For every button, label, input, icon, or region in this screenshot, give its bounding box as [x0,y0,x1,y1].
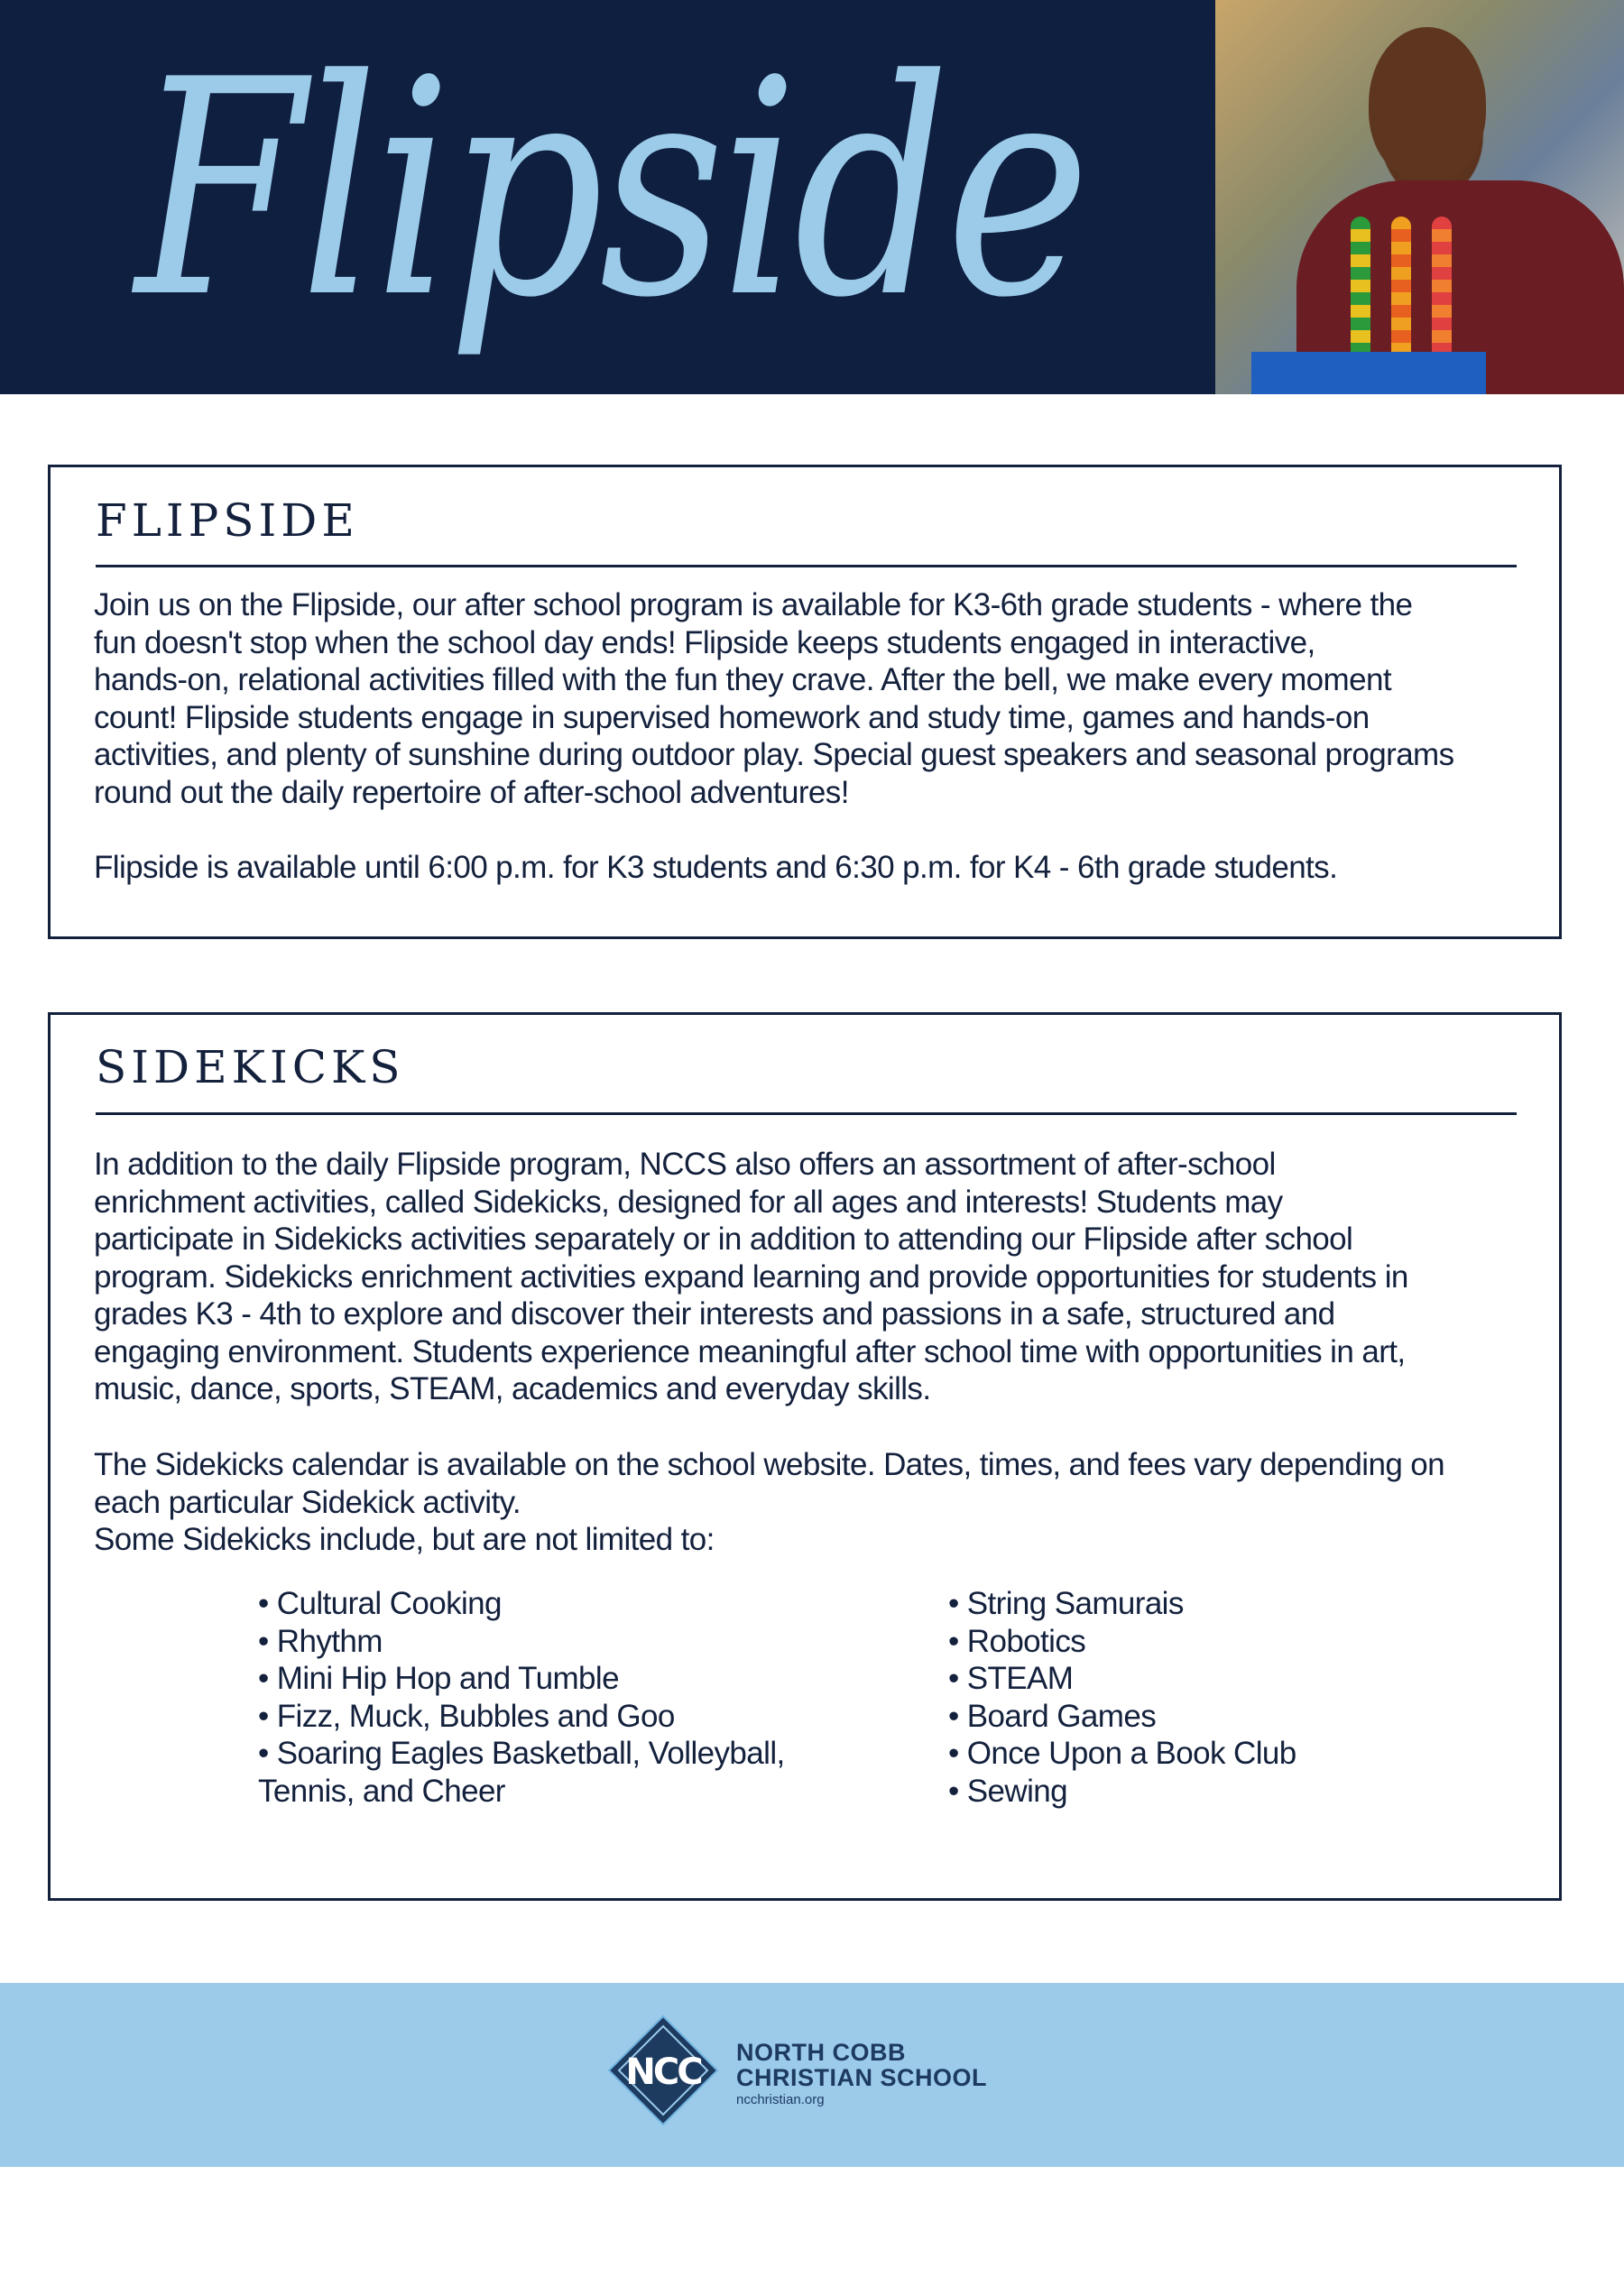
text-line: music, dance, sports, STEAM, academics and everyday skills. [94,1371,931,1406]
heading-rule [96,1112,1517,1115]
heading-rule [96,565,1517,567]
school-name [736,2040,987,2110]
flipside-hours [94,849,1337,887]
list-item: • Robotics [948,1623,1086,1659]
photo-beads [1351,217,1370,370]
text-line: round out the daily repertoire of after-school adventures! [94,774,849,810]
text-line: enrichment activities, called Sidekicks, designed for all ages and interests! Students may [94,1184,1283,1220]
sidekicks-list-intro [94,1521,715,1559]
sidekicks-list-left [258,1585,785,1810]
hero-title: Flipside [135,16,1086,363]
list-item: • Mini Hip Hop and Tumble [258,1661,619,1696]
list-item: • Rhythm [258,1623,383,1659]
svg-text:NCC: NCC [625,2051,701,2093]
section-heading: FLIPSIDE [96,494,359,547]
flipside-section [48,465,1562,939]
list-item: • STEAM [948,1661,1074,1696]
list-item: • Once Upon a Book Club [948,1736,1296,1771]
list-item: • Fizz, Muck, Bubbles and Goo [258,1698,675,1734]
sidekicks-calendar-note [94,1446,1444,1521]
footer [0,1983,1624,2167]
school-name-line1: NORTH COBB [736,2039,906,2066]
photo-beads [1432,217,1452,370]
sidekicks-section [48,1012,1562,1901]
text-line: engaging environment. Students experience meaningful after school time with opportunities in art, [94,1333,1406,1369]
text-line: program. Sidekicks enrichment activities expand learning and provide opportunities for students in [94,1258,1408,1295]
list-item: • String Samurais [948,1586,1184,1621]
school-name-line2: CHRISTIAN SCHOOL [736,2064,987,2091]
text-line: hands-on, relational activities filled with the fun they crave. After the bell, we make every moment [94,662,1391,697]
school-website: ncchristian.org [736,2092,825,2107]
text-line: Flipside is available until 6:00 p.m. for K3 students and 6:30 p.m. for K4 - 6th grade students. [94,850,1338,885]
text-line: Some Sidekicks include, but are not limited to: [94,1522,715,1557]
text-line: In addition to the daily Flipside program, NCCS also offers an assortment of after-school [94,1147,1276,1182]
list-item: • Sewing [948,1773,1067,1809]
photo-beads [1391,217,1411,370]
photo-tray [1251,352,1486,394]
list-item: • Cultural Cooking [258,1586,502,1621]
text-line: each particular Sidekick activity. [94,1484,521,1520]
sidekicks-description [94,1146,1408,1408]
hero-banner [0,0,1215,394]
photo-child-head [1369,27,1486,180]
list-item: • Soaring Eagles Basketball, Volleyball, [258,1736,785,1771]
list-item: • Board Games [948,1698,1157,1734]
ncc-logo-icon [608,2015,718,2125]
sidekicks-list-right [948,1585,1296,1810]
flipside-description [94,586,1454,811]
text-line: fun doesn't stop when the school day ends! Flipside keeps students engaged in interactive, [94,624,1315,660]
hero-photo [1215,0,1624,394]
text-line: The Sidekicks calendar is available on the school website. Dates, times, and fees vary depending on [94,1447,1445,1482]
text-line: Join us on the Flipside, our after school program is available for K3-6th grade students - where the [94,587,1413,622]
list-item: Tennis, and Cheer [258,1773,505,1809]
text-line: participate in Sidekicks activities separately or in addition to attending our Flipside after school [94,1221,1353,1257]
text-line: count! Flipside students engage in supervised homework and study time, games and hands-on [94,699,1370,735]
text-line: grades K3 - 4th to explore and discover their interests and passions in a safe, structured and [94,1296,1335,1332]
section-heading: SIDEKICKS [96,1041,405,1093]
text-line: activities, and plenty of sunshine during outdoor play. Special guest speakers and seasonal programs [94,737,1454,772]
